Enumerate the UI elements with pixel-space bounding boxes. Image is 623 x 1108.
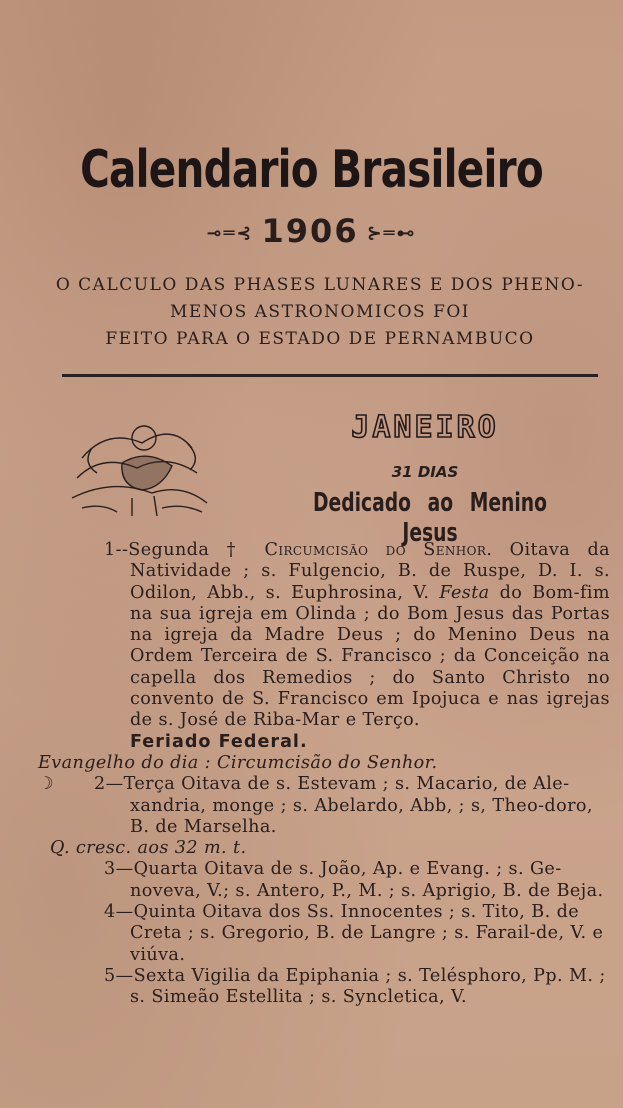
year: 1906: [261, 212, 359, 250]
entry-day-2: [38, 774, 610, 838]
entry-1-feast: Circumcisão do Senhor.: [264, 540, 493, 560]
entry-day-1: [38, 540, 610, 753]
right-ornament-icon: ⊱═⊷: [366, 222, 417, 244]
entry-day-4: 4—Quinta Oitava dos Ss. Innocentes ; s. Tito, B. de Creta ; s. Gregorio, B. de Langre ; s. Farail-de, V. e viúva.: [104, 902, 604, 965]
moon-phase-note: Q. cresc. aos 32 m. t.: [50, 838, 247, 859]
subtitle-line-1: O CALCULO DAS PHASES LUNARES E DOS PHENO-: [55, 275, 585, 295]
entry-day-5: 5—Sexta Vigilia da Epiphania ; s. Telésphoro, Pp. M. ; s. Simeão Estellita ; s. Syncletica, V.: [104, 965, 606, 1008]
entry-1-text-b: do Bom-fim na sua igreja em Olinda ; do Bom Jesus das Portas na igreja da Madre Deus ; do Menino Deus na Ordem Terceira de S. Francisco ; da Conceição na capella dos Remedios ; do Santo Christo no convento de S. Francisco em Ipojuca e nas igrejas de s. José de Riba-Mar e Terço.: [130, 582, 610, 731]
page-title: Calendario Brasileiro: [80, 140, 543, 200]
entry-2-text: 2—Terça Oitava de s. Estevam ; s. Macario, de Ale-xandria, monge ; s. Abelardo, Abb, ; s, Theo-doro, B. de Marselha.: [94, 774, 593, 837]
calendar-entries: [38, 540, 610, 1009]
entry-1-prefix: 1--Segunda †: [104, 540, 265, 560]
month-name: JANEIRO: [351, 410, 499, 445]
moon-phase-icon: ☽: [38, 774, 55, 795]
left-ornament-icon: ⊸═⊰: [206, 222, 254, 244]
gospel-line: Evangelho do dia : Circumcisão do Senhor.: [38, 752, 438, 773]
entry-day-3: 3—Quarta Oitava de s. João, Ap. e Evang. ; s. Ge-noveva, V.; s. Antero, P., M. ; s. Aprigio, B. de Beja.: [104, 859, 604, 901]
subtitle: [40, 272, 600, 353]
divider: [62, 374, 598, 377]
subtitle-line-2: MENOS ASTRONOMICOS FOI: [169, 302, 471, 322]
month-dedication: Dedicado ao Menino Jesus: [313, 488, 547, 548]
entry-1-festa: Festa: [439, 582, 490, 603]
entry-1-holiday: Feriado Federal.: [130, 731, 308, 752]
subtitle-line-3: FEITO PARA O ESTADO DE PERNAMBUCO: [105, 329, 535, 349]
year-line: [0, 212, 623, 250]
entry-1-text-a: Oitava da Natividade ; s. Fulgencio, B. de Ruspe, D. I. s. Odilon, Abb., s. Euphrosina, V.: [130, 540, 611, 603]
cherub-lamb-vignette-icon: [62, 408, 212, 518]
month-days: 31 DIAS: [391, 463, 459, 481]
